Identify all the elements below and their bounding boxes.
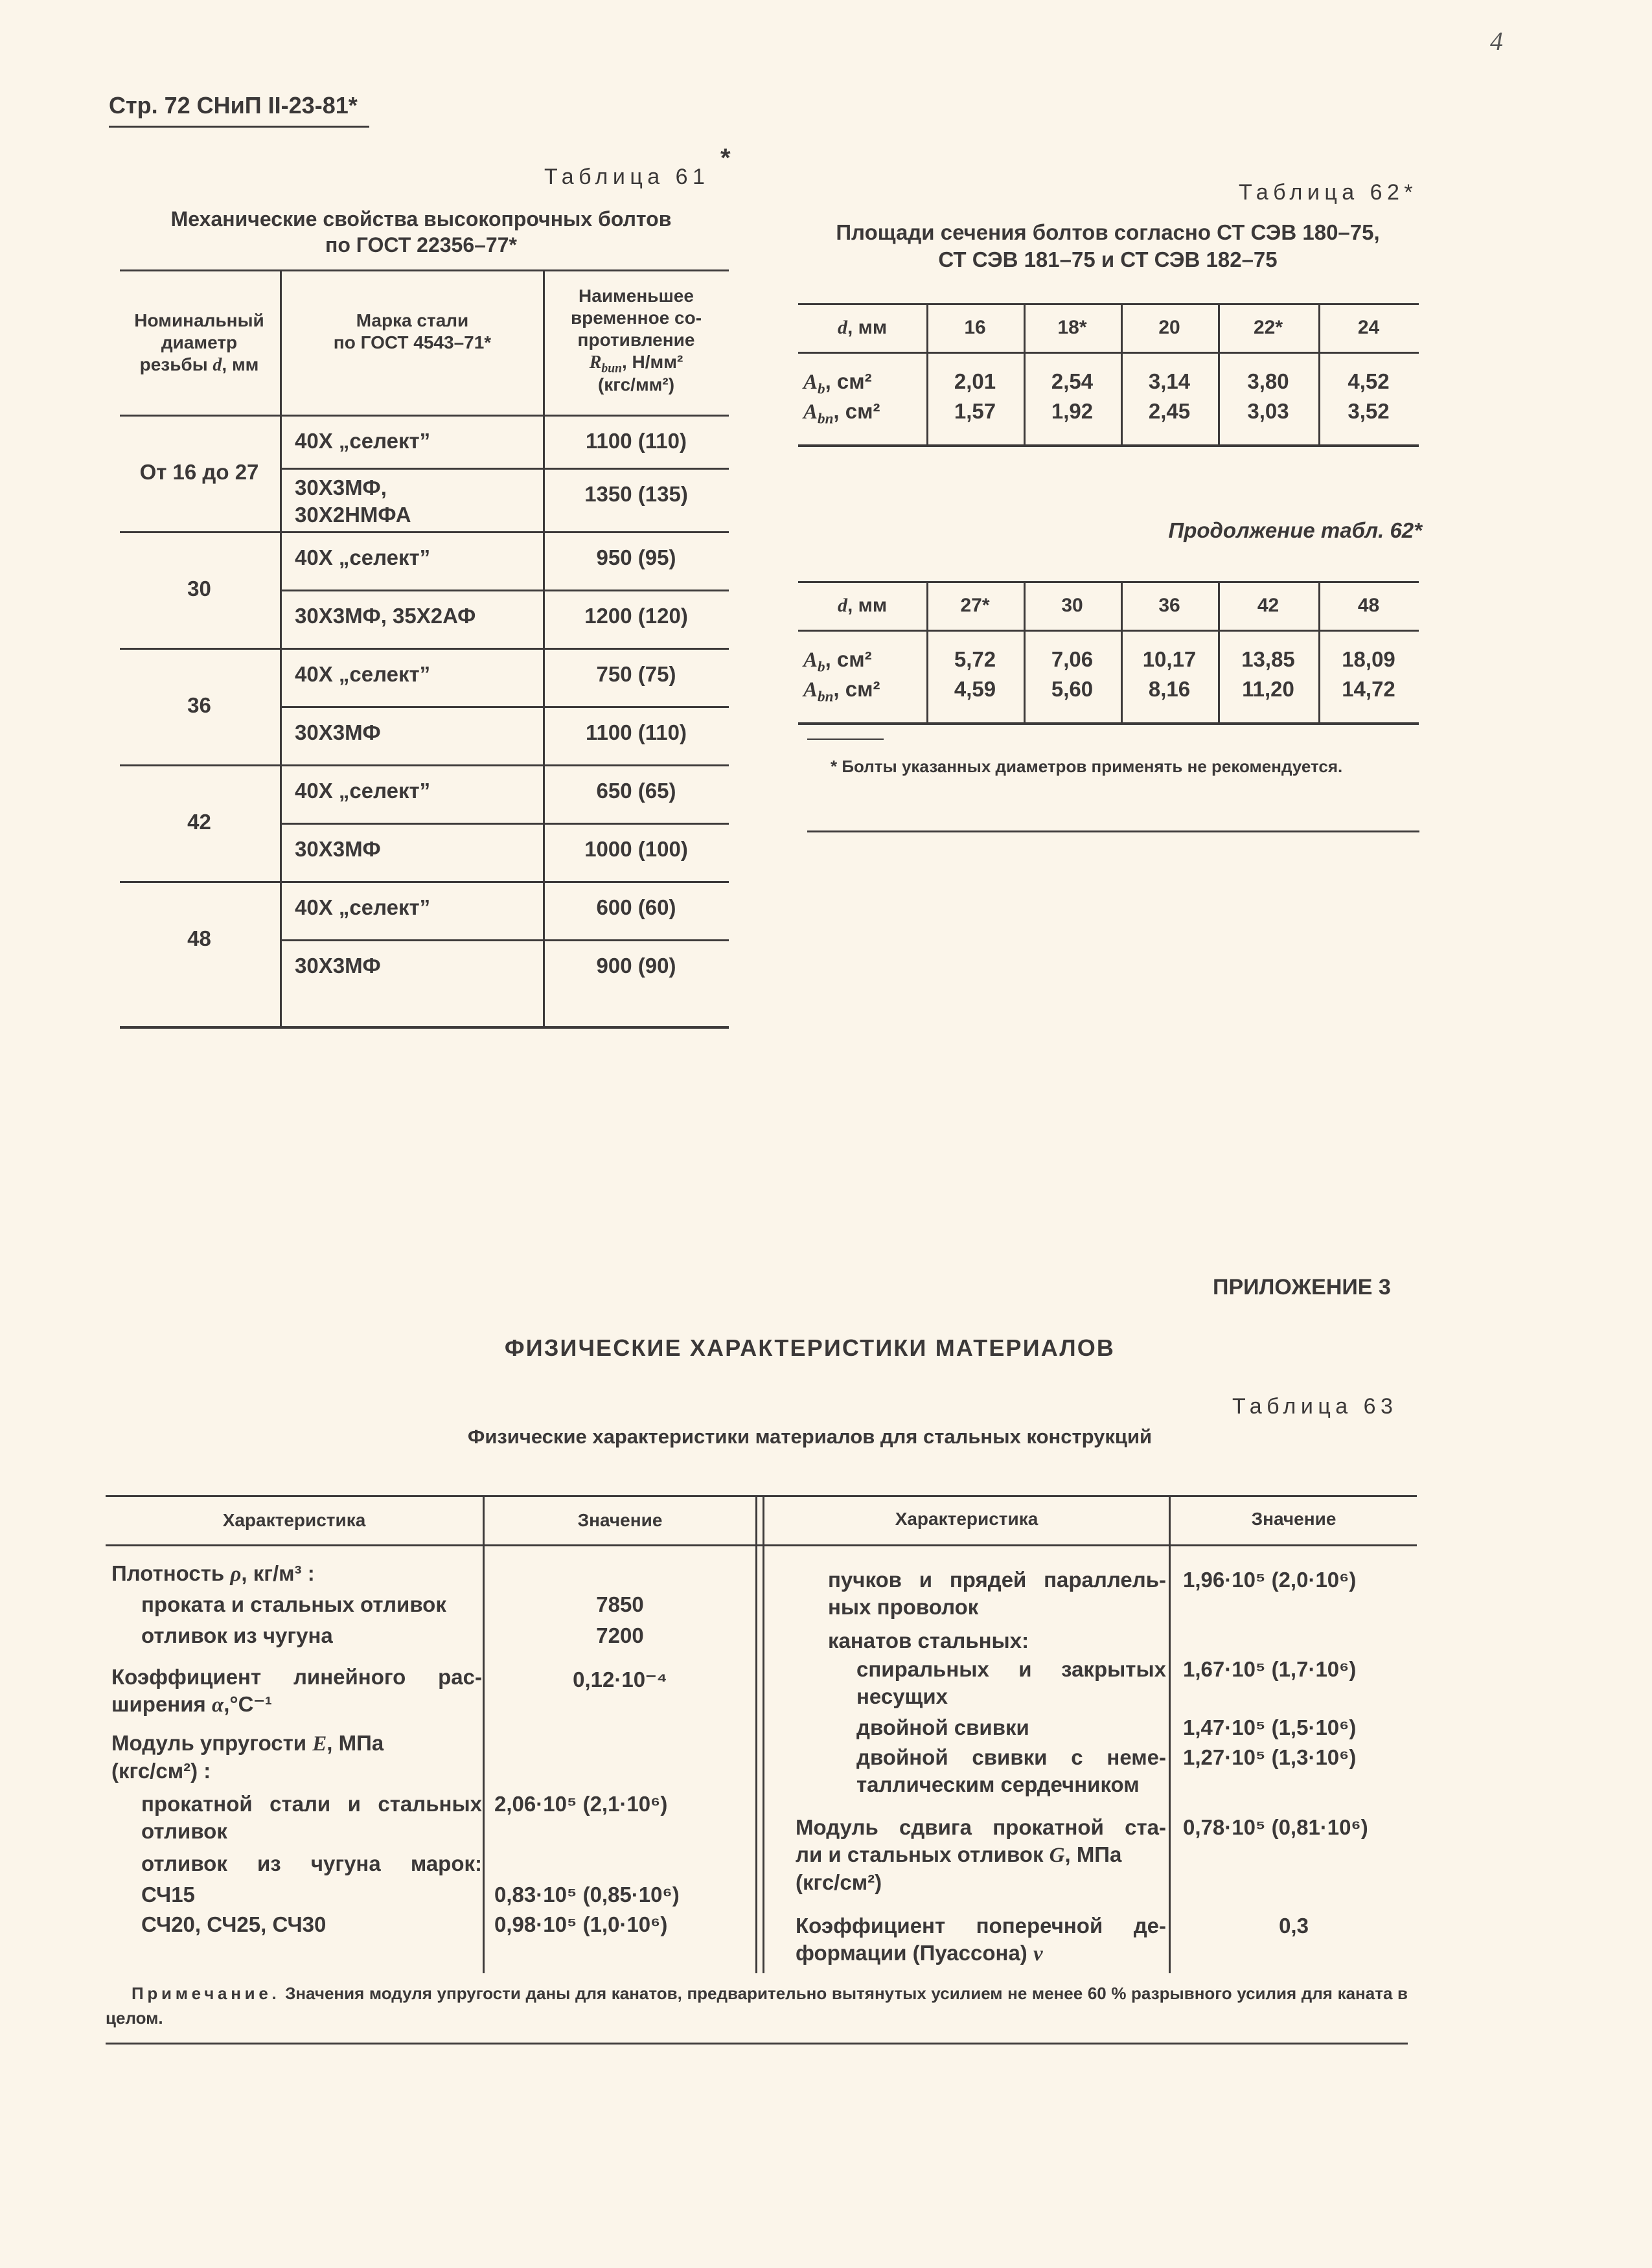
t62-d-value: 18* — [1057, 317, 1087, 338]
t62-part1-header-rule — [798, 352, 1419, 354]
header-underline — [109, 126, 369, 128]
t61-diameter-cell: 36 — [187, 693, 211, 717]
t62-ab-value: 3,80 — [1247, 369, 1289, 393]
t63-spiral-label: спиральных и закрытых несущих — [856, 1657, 1166, 1708]
t63-vline-right-mid — [1169, 1495, 1171, 1973]
t61-grade-cell: 40Х „селект” — [295, 779, 431, 803]
t62-title-line1: Площади сечения болтов согласно СТ СЭВ 180–75, — [836, 220, 1380, 244]
t62-part1-bottom-rule — [798, 444, 1419, 447]
t63-vline-left-mid — [483, 1495, 485, 1973]
t63-density-cast-value: 7200 — [596, 1623, 644, 1647]
t62-abn-value: 3,03 — [1247, 399, 1289, 423]
t61-inner-rule — [282, 468, 729, 470]
t63-sch20-value: 0,98·10⁵ (1,0·10⁶) — [494, 1912, 668, 1936]
t61-star: * — [720, 144, 731, 172]
t62-d-label: d, мм — [837, 595, 888, 616]
t63-double-value: 1,47·10⁵ (1,5·10⁶) — [1183, 1715, 1357, 1739]
t63-shear-value: 0,78·10⁵ (0,81·10⁶) — [1183, 1815, 1368, 1839]
t62-ab-value: 2,01 — [954, 369, 996, 393]
t62-d-value: 30 — [1061, 595, 1083, 616]
t61-grade-cell: 30Х3МФ — [295, 720, 381, 744]
t61-diameter-cell: 30 — [187, 577, 211, 601]
t62-d-label: d, мм — [837, 317, 888, 338]
t61-strength-cell: 1200 (120) — [584, 604, 688, 628]
t61-strength-cell: 1100 (110) — [586, 429, 687, 453]
t61-col-grade: Марка стали по ГОСТ 4543–71* — [333, 310, 492, 352]
t61-group-rule — [120, 881, 729, 883]
t61-col-diameter: Номинальный диаметр резьбы d, мм — [134, 310, 264, 375]
t62-abn-value: 1,92 — [1051, 399, 1094, 423]
t62-part2-top-rule — [798, 581, 1419, 583]
t61-strength-cell: 750 (75) — [596, 662, 676, 686]
t61-strength-cell: 1350 (135) — [584, 482, 688, 506]
t63-note-text: Значения модуля упругости даны для канатов, предварительно вытянутых усилием не менее 60 % разрывного усилия для каната в целом. — [106, 1984, 1408, 2028]
t62-abn-value: 3,52 — [1348, 399, 1390, 423]
t63-vline-double-b — [763, 1495, 764, 1973]
t61-header-rule — [120, 415, 729, 417]
t62-d-value: 16 — [964, 317, 986, 338]
t63-sch20-label: СЧ20, СЧ25, СЧ30 — [141, 1912, 327, 1936]
t61-grade-cell: 30Х3МФ, 35Х2АФ — [295, 604, 476, 628]
t61-strength-cell: 600 (60) — [596, 895, 676, 919]
t62-abn-label: $A_{bn}$, см² — [803, 399, 880, 427]
t61-diameter-cell: 48 — [187, 926, 211, 950]
t63-head-char-right: Характеристика — [895, 1509, 1038, 1529]
t63-spiral-value: 1,67·10⁵ (1,7·10⁶) — [1183, 1657, 1357, 1681]
t62-d-value: 22* — [1253, 317, 1283, 338]
t63-note-label: Примечание. — [132, 1984, 281, 2003]
t62-d-value: 24 — [1357, 317, 1380, 338]
t62-footnote-rule — [807, 739, 884, 740]
t61-title-line1: Механические свойства высокопрочных болтов — [170, 207, 672, 231]
t62-ab-value: 18,09 — [1342, 647, 1395, 671]
t61-strength-cell: 1000 (100) — [584, 837, 688, 861]
t62-ab-label: $A_b$, см² — [803, 369, 872, 397]
t63-label: Таблица 63 — [1232, 1394, 1398, 1419]
t63-sch15-value: 0,83·10⁵ (0,85·10⁶) — [494, 1883, 680, 1907]
t62-d-value: 42 — [1257, 595, 1279, 616]
t62-ab-value: 5,72 — [954, 647, 996, 671]
t63-density-cast-label: отливок из чугуна — [141, 1623, 333, 1647]
t63-density-label: Плотность ρ, кг/м³ : — [111, 1561, 315, 1586]
t61-inner-rule — [282, 706, 729, 708]
t61-inner-rule — [282, 590, 729, 591]
t61-grade-cell: 30Х3МФ — [295, 954, 381, 978]
t63-modulus-rolled-label: прокатной стали и стальных отливок — [141, 1792, 482, 1843]
t61-grade-cell: 40Х „селект” — [295, 895, 431, 919]
t63-bottom-rule — [106, 2043, 1408, 2045]
t63-ropes-label: канатов стальных: — [828, 1629, 1029, 1653]
t62-abn-value: 5,60 — [1051, 677, 1094, 701]
t62-d-value: 20 — [1158, 317, 1180, 338]
t63-castiron-label: отливок из чугуна марок: — [141, 1851, 482, 1875]
t61-bottom-rule — [120, 1026, 729, 1029]
t62-ab-value: 7,06 — [1051, 647, 1094, 671]
t61-grade-cell: 30Х3МФ, 30Х2НМФА — [295, 475, 411, 527]
t62-ab-value: 2,54 — [1051, 369, 1094, 393]
t62-part1-top-rule — [798, 303, 1419, 305]
t62-abn-value: 14,72 — [1342, 677, 1395, 701]
t61-strength-cell: 1100 (110) — [586, 720, 687, 744]
t62-ab-value: 10,17 — [1142, 647, 1197, 671]
t62-abn-value: 2,45 — [1148, 399, 1191, 423]
t62-bottom-rule — [807, 830, 1419, 832]
t62-d-value: 36 — [1158, 595, 1180, 616]
t63-bundles-value: 1,96·10⁵ (2,0·10⁶) — [1183, 1568, 1357, 1592]
t61-diameter-cell: От 16 до 27 — [139, 460, 259, 484]
t63-note — [106, 1981, 1408, 2030]
t63-expansion-value: 0,12·10⁻⁴ — [573, 1667, 667, 1691]
t62-ab-value: 13,85 — [1241, 647, 1295, 671]
t63-poisson-value: 0,3 — [1279, 1914, 1309, 1938]
t63-sch15-label: СЧ15 — [141, 1883, 195, 1907]
t63-density-rolled-value: 7850 — [596, 1592, 644, 1616]
t63-header-rule — [106, 1544, 1417, 1546]
t62-abn-value: 1,57 — [954, 399, 996, 423]
t61-group-rule — [120, 648, 729, 650]
t61-grade-cell: 40Х „селект” — [295, 662, 431, 686]
t62-abn-label: $A_{bn}$, см² — [803, 677, 880, 705]
t62-ab-value: 3,14 — [1148, 369, 1191, 393]
t63-top-rule — [106, 1495, 1417, 1497]
t63-vline-double-a — [755, 1495, 757, 1973]
t63-density-rolled-label: проката и стальных отливок — [141, 1592, 446, 1616]
t63-head-value-right: Значение — [1251, 1509, 1337, 1529]
t63-double-label: двойной свивки — [856, 1715, 1029, 1739]
t62-abn-value: 11,20 — [1242, 677, 1294, 701]
t61-grade-cell: 30Х3МФ — [295, 837, 381, 861]
t62-part2-header-rule — [798, 630, 1419, 632]
t61-inner-rule — [282, 939, 729, 941]
t61-diameter-cell: 42 — [187, 810, 211, 834]
t62-label: Таблица 62* — [1239, 180, 1418, 205]
t61-top-rule — [120, 269, 729, 271]
t62-continuation: Продолжение табл. 62* — [1168, 518, 1422, 542]
t62-part2-bottom-rule — [798, 722, 1419, 725]
t61-group-rule — [120, 531, 729, 533]
t63-modulus-rolled-value: 2,06·10⁵ (2,1·10⁶) — [494, 1792, 668, 1816]
t63-double-core-value: 1,27·10⁵ (1,3·10⁶) — [1183, 1745, 1357, 1769]
t61-strength-cell: 650 (65) — [596, 779, 676, 803]
t63-modulus-label: Модуль упругости E, МПа (кгс/см²) : — [111, 1731, 384, 1783]
page-corner-mark: 4 — [1490, 27, 1503, 56]
t62-ab-label: $A_b$, см² — [803, 647, 872, 675]
page-header: Стр. 72 СНиП II-23-81* — [109, 92, 358, 119]
t61-label: Таблица 61 — [544, 165, 710, 189]
t63-double-core-label: двойной свивки с неме- таллическим сердечником — [856, 1745, 1166, 1796]
t63-head-value-left: Значение — [577, 1510, 663, 1530]
t63-head-char-left: Характеристика — [222, 1510, 366, 1530]
t62-footnote: * Болты указанных диаметров применять не рекомендуется. — [831, 757, 1343, 776]
t63-bundles-label: пучков и прядей параллель- ных проволок — [828, 1568, 1166, 1619]
t62-d-value: 48 — [1357, 595, 1380, 616]
t62-abn-value: 8,16 — [1148, 677, 1191, 701]
t61-col-strength: Наименьшее временное со- противление $R_{bun}$, Н/мм² (кгс/мм²) — [570, 286, 702, 395]
t62-d-value: 27* — [960, 595, 990, 616]
t61-strength-cell: 950 (95) — [596, 545, 676, 569]
t63-title: Физические характеристики материалов для стальных конструкций — [467, 1425, 1153, 1448]
t63-poisson-label: Коэффициент поперечной де- формации (Пуассона) ν — [796, 1914, 1166, 1965]
t62-abn-value: 4,59 — [954, 677, 996, 701]
t63-expansion-label: Коэффициент линейного рас- ширения α,°С⁻¹ — [111, 1665, 482, 1717]
t61-title-line2: по ГОСТ 22356–77* — [325, 233, 517, 257]
t61-grade-cell: 40Х „селект” — [295, 429, 431, 453]
appendix-title: ФИЗИЧЕСКИЕ ХАРАКТЕРИСТИКИ МАТЕРИАЛОВ — [504, 1334, 1116, 1361]
t62-title-line2: СТ СЭВ 181–75 и СТ СЭВ 182–75 — [938, 247, 1278, 271]
t61-strength-cell: 900 (90) — [596, 954, 676, 978]
t61-grade-cell: 40Х „селект” — [295, 545, 431, 569]
t63-shear-label: Модуль сдвига прокатной ста- ли и стальных отливок G, МПа (кгс/см²) — [796, 1815, 1166, 1894]
t61-group-rule — [120, 764, 729, 766]
t61-inner-rule — [282, 823, 729, 825]
appendix-label: ПРИЛОЖЕНИЕ 3 — [1213, 1275, 1391, 1300]
t62-ab-value: 4,52 — [1348, 369, 1390, 393]
